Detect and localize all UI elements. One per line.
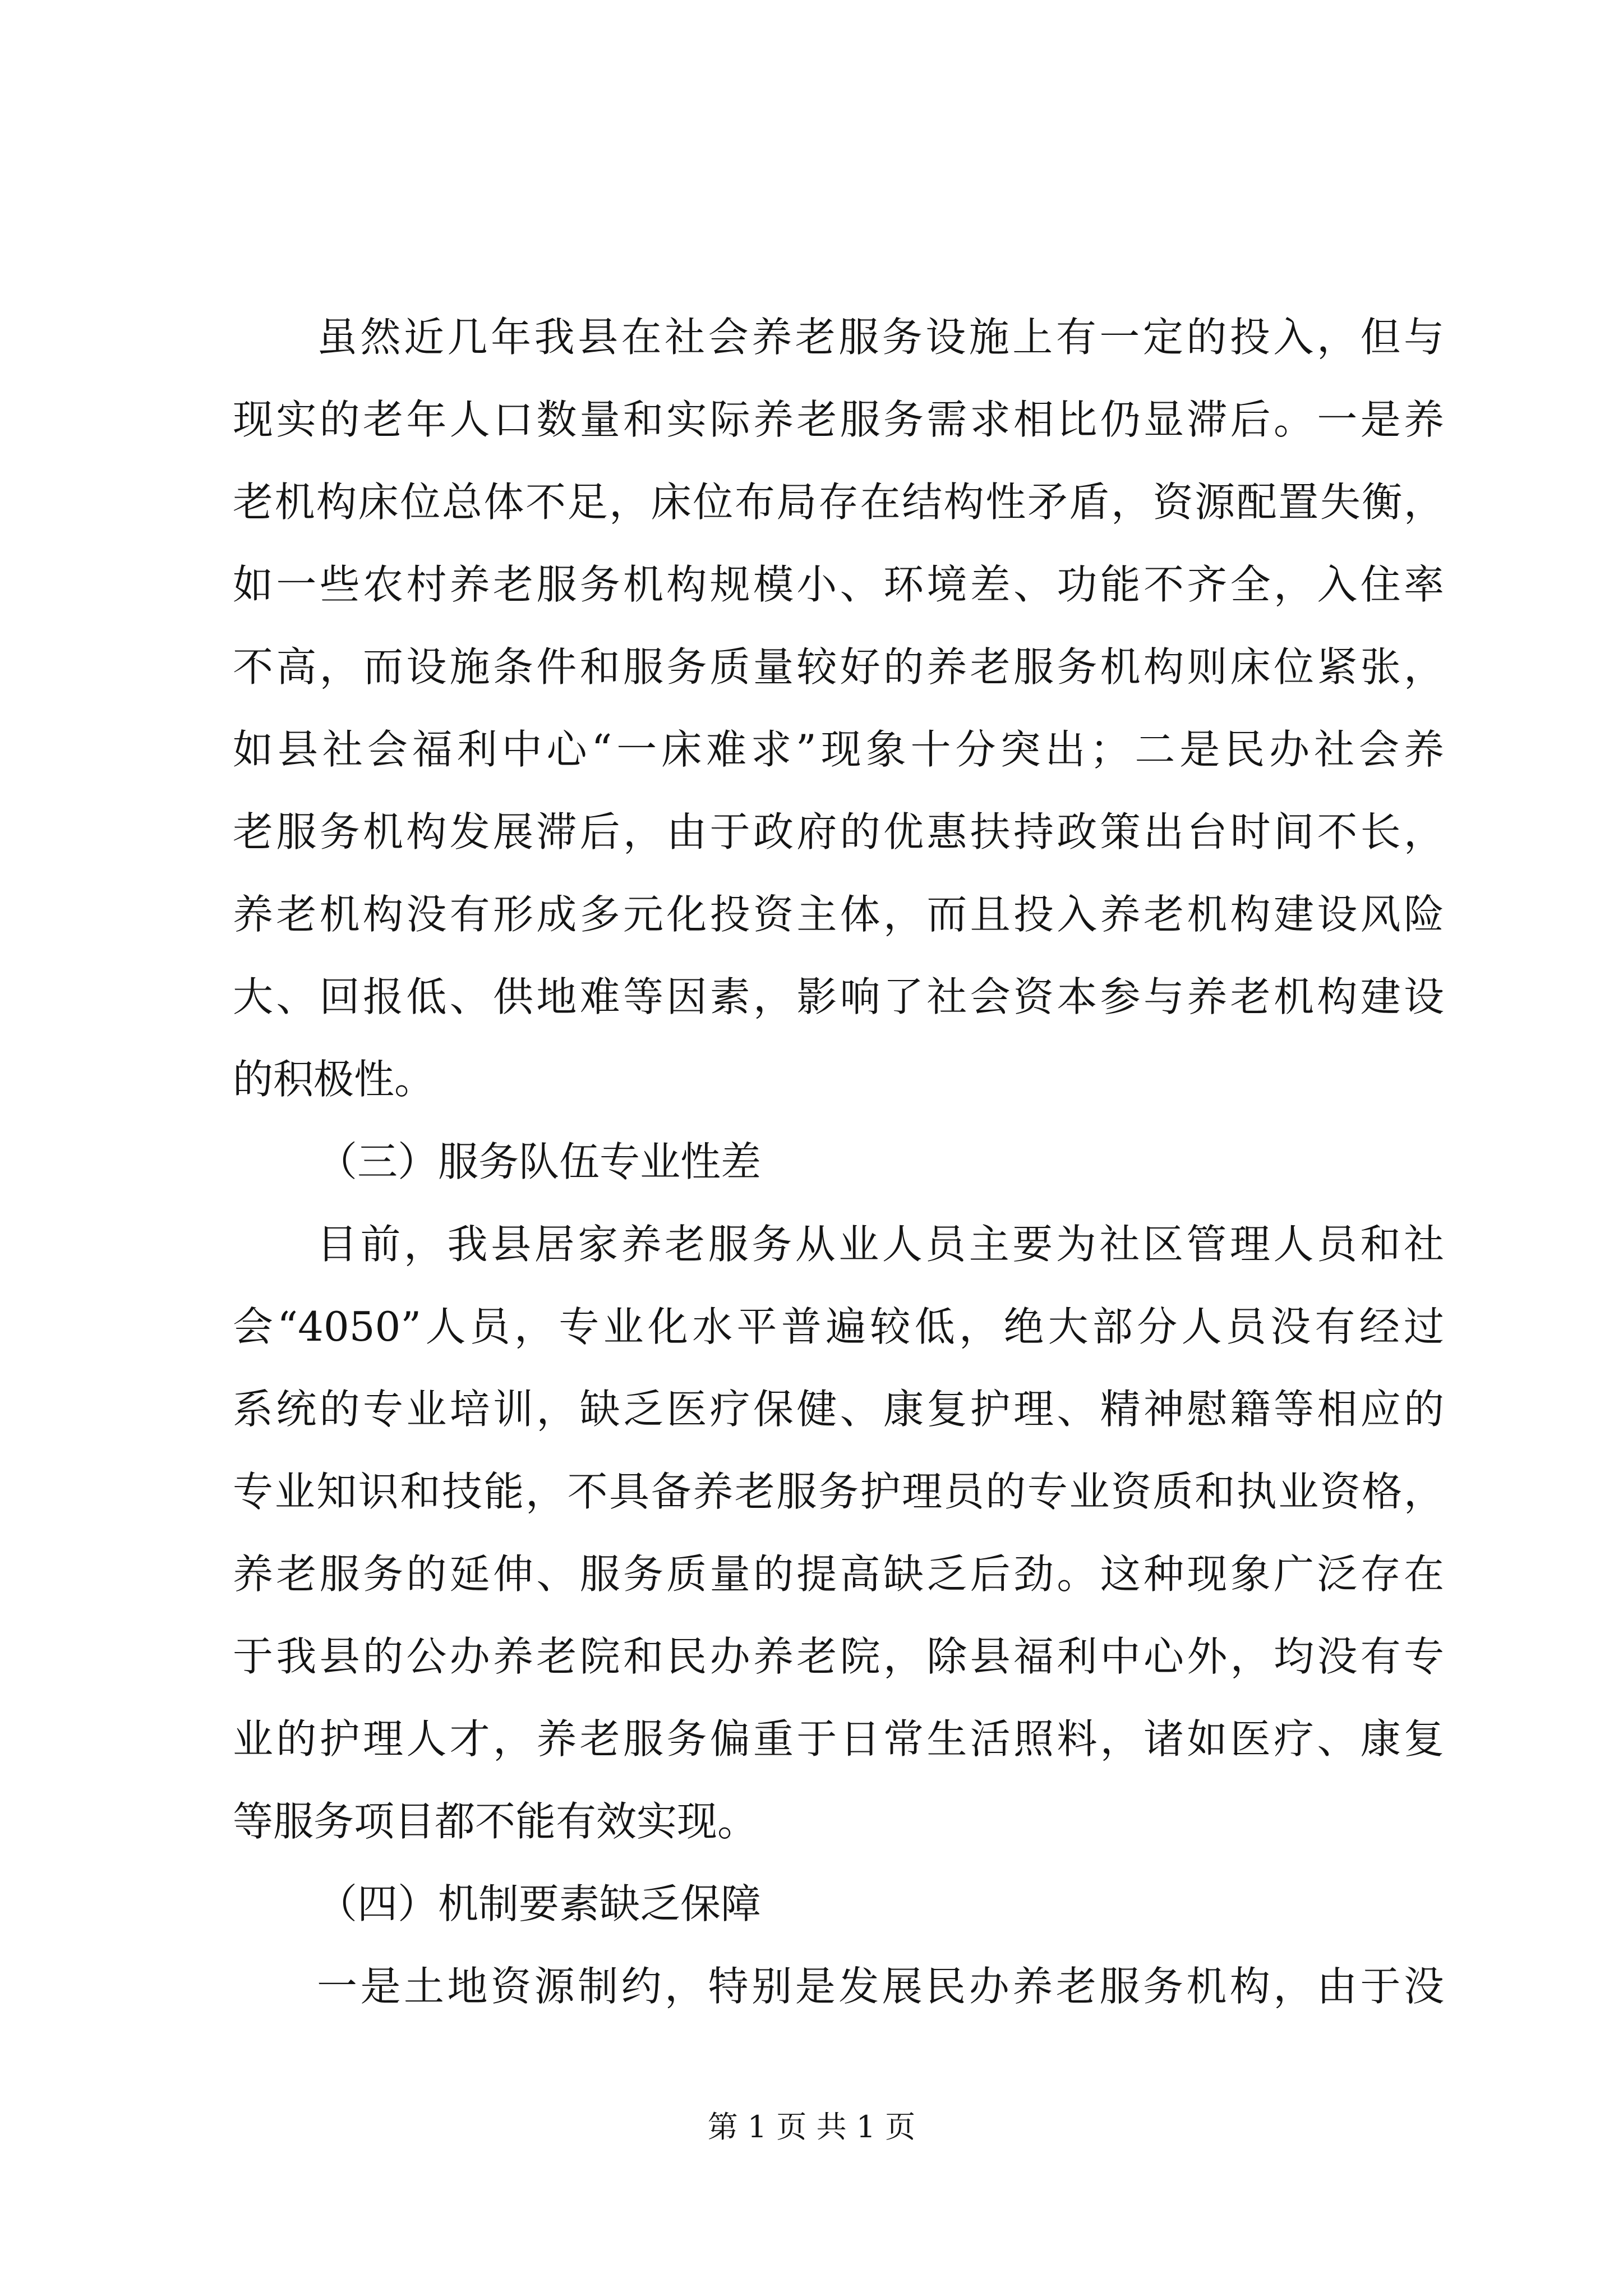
paragraph-line: 如一些农村养老服务机构规模小、环境差、功能不齐全，入住率	[233, 561, 1444, 608]
paragraph-line: 如县社会福利中心“一床难求”现象十分突出；二是民办社会养	[233, 726, 1444, 773]
paragraph-line: 目前，我县居家养老服务从业人员主要为社区管理人员和社	[317, 1221, 1444, 1268]
paragraph-line: 老服务机构发展滞后，由于政府的优惠扶持政策出台时间不长，	[233, 808, 1444, 855]
document-body	[233, 296, 1444, 2028]
paragraph-line: 大、回报低、供地难等因素，影响了社会资本参与养老机构建设	[233, 973, 1444, 1020]
paragraph-line: 的积极性。	[233, 1056, 435, 1103]
paragraph-line: 老机构床位总体不足，床位布局存在结构性矛盾，资源配置失衡，	[233, 478, 1444, 526]
paragraph-line: 会“4050”人员，专业化水平普遍较低，绝大部分人员没有经过	[233, 1303, 1444, 1350]
paragraph-line: 专业知识和技能，不具备养老服务护理员的专业资质和执业资格，	[233, 1468, 1444, 1515]
paragraph-line: 现实的老年人口数量和实际养老服务需求相比仍显滞后。一是养	[233, 396, 1444, 443]
paragraph-line: 不高，而设施条件和服务质量较好的养老服务机构则床位紧张，	[233, 643, 1444, 691]
paragraph-line: 业的护理人才，养老服务偏重于日常生活照料，诸如医疗、康复	[233, 1715, 1444, 1763]
paragraph-line: 系统的专业培训，缺乏医疗保健、康复护理、精神慰籍等相应的	[233, 1386, 1444, 1433]
paragraph-line: 虽然近几年我县在社会养老服务设施上有一定的投入，但与	[317, 314, 1444, 361]
paragraph-line: 一是土地资源制约，特别是发展民办养老服务机构，由于没	[317, 1963, 1444, 2010]
paragraph-line: 养老服务的延伸、服务质量的提高缺乏后劲。这种现象广泛存在	[233, 1550, 1444, 1598]
paragraph-line: 养老机构没有形成多元化投资主体，而且投入养老机构建设风险	[233, 891, 1444, 938]
section-heading: （三）服务队伍专业性差	[317, 1138, 762, 1185]
paragraph-line: 等服务项目都不能有效实现。	[233, 1798, 758, 1845]
paragraph-line: 于我县的公办养老院和民办养老院，除县福利中心外，均没有专	[233, 1633, 1444, 1680]
section-heading: （四）机制要素缺乏保障	[317, 1880, 762, 1927]
page-number-footer: 第 1 页 共 1 页	[707, 2109, 916, 2145]
